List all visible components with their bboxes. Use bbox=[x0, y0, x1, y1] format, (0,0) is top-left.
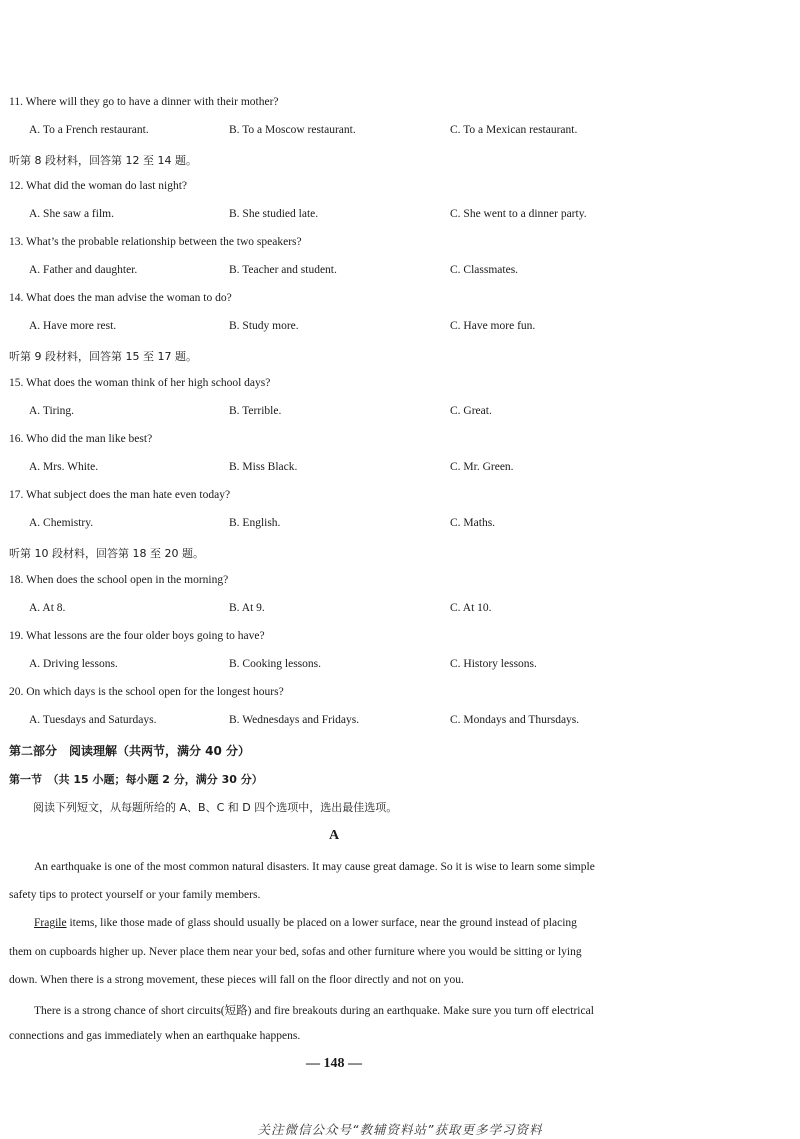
passage-line: There is a strong chance of short circuits(短路) and fire breakouts during an earthquake. Make sure you turn off electrical bbox=[34, 1005, 594, 1017]
options-16 bbox=[0, 461, 800, 477]
option-c: C. Classmates. bbox=[450, 264, 519, 276]
option-a: A. At 8. bbox=[29, 602, 66, 614]
option-c: C. To a Mexican restaurant. bbox=[450, 124, 578, 136]
options-13 bbox=[0, 264, 800, 280]
section-instruction: 阅读下列短文，从每题所给的 A、B、C 和 D 四个选项中，选出最佳选项。 bbox=[33, 801, 398, 814]
question-11: 11. Where will they go to have a dinner with their mother? bbox=[9, 96, 279, 108]
option-c: C. Mr. Green. bbox=[450, 461, 514, 473]
question-17: 17. What subject does the man hate even today? bbox=[9, 489, 231, 501]
options-11 bbox=[0, 124, 800, 140]
footer-note: 关注微信公众号“教辅资料站”获取更多学习资料 bbox=[257, 1122, 543, 1137]
option-a: A. Driving lessons. bbox=[29, 658, 118, 670]
passage-title: A bbox=[328, 828, 340, 843]
question-16: 16. Who did the man like best? bbox=[9, 433, 153, 445]
option-a: A. Tiring. bbox=[29, 405, 75, 417]
option-a: A. Chemistry. bbox=[29, 517, 94, 529]
option-b: B. Teacher and student. bbox=[229, 264, 337, 276]
option-a: A. She saw a film. bbox=[29, 208, 114, 220]
instruction-part8: 听第 8 段材料，回答第 12 至 14 题。 bbox=[9, 154, 197, 167]
question-19: 19. What lessons are the four older boys going to have? bbox=[9, 630, 265, 642]
passage-line bbox=[34, 917, 577, 929]
section-title: 第二部分 阅读理解（共两节，满分 40 分） bbox=[9, 744, 251, 758]
options-15 bbox=[0, 405, 800, 421]
option-c: C. At 10. bbox=[450, 602, 492, 614]
instruction-part10: 听第 10 段材料，回答第 18 至 20 题。 bbox=[9, 547, 204, 560]
page-number: — 148 — bbox=[306, 1056, 362, 1071]
options-17 bbox=[0, 517, 800, 533]
instruction-part9: 听第 9 段材料，回答第 15 至 17 题。 bbox=[9, 350, 197, 363]
option-b: B. English. bbox=[229, 517, 281, 529]
passage-line: connections and gas immediately when an earthquake happens. bbox=[9, 1030, 301, 1042]
option-b: B. To a Moscow restaurant. bbox=[229, 124, 356, 136]
option-b: B. At 9. bbox=[229, 602, 265, 614]
section-subtitle: 第一节 （共 15 小题；每小题 2 分，满分 30 分） bbox=[9, 773, 263, 786]
question-12: 12. What did the woman do last night? bbox=[9, 180, 188, 192]
passage-line: An earthquake is one of the most common natural disasters. It may cause great damage. So it is wise to learn some simple bbox=[34, 861, 595, 873]
passage-line: down. When there is a strong movement, these pieces will fall on the floor directly and not on you. bbox=[9, 974, 464, 986]
option-a: A. Mrs. White. bbox=[29, 461, 99, 473]
passage-text: items, like those made of glass should usually be placed on a lower surface, near the ground instead of placing bbox=[66, 917, 577, 929]
question-15: 15. What does the woman think of her high school days? bbox=[9, 377, 271, 389]
option-b: B. Study more. bbox=[229, 320, 299, 332]
option-a: A. To a French restaurant. bbox=[29, 124, 149, 136]
options-14 bbox=[0, 320, 800, 336]
option-c: C. Mondays and Thursdays. bbox=[450, 714, 580, 726]
option-b: B. She studied late. bbox=[229, 208, 319, 220]
option-a: A. Have more rest. bbox=[29, 320, 117, 332]
question-14: 14. What does the man advise the woman to do? bbox=[9, 292, 232, 304]
option-b: B. Miss Black. bbox=[229, 461, 298, 473]
option-a: A. Tuesdays and Saturdays. bbox=[29, 714, 157, 726]
passage-line: them on cupboards higher up. Never place them near your bed, sofas and other furniture where you would be sitting or lying bbox=[9, 946, 582, 958]
option-b: B. Wednesdays and Fridays. bbox=[229, 714, 360, 726]
option-b: B. Cooking lessons. bbox=[229, 658, 322, 670]
option-c: C. History lessons. bbox=[450, 658, 537, 670]
question-20: 20. On which days is the school open for the longest hours? bbox=[9, 686, 284, 698]
question-13: 13. What’s the probable relationship between the two speakers? bbox=[9, 236, 302, 248]
options-18 bbox=[0, 602, 800, 618]
option-b: B. Terrible. bbox=[229, 405, 282, 417]
option-a: A. Father and daughter. bbox=[29, 264, 138, 276]
option-c: C. Maths. bbox=[450, 517, 496, 529]
option-c: C. Great. bbox=[450, 405, 492, 417]
options-19 bbox=[0, 658, 800, 674]
option-c: C. Have more fun. bbox=[450, 320, 536, 332]
options-12 bbox=[0, 208, 800, 224]
option-c: C. She went to a dinner party. bbox=[450, 208, 587, 220]
options-20 bbox=[0, 714, 800, 730]
underlined-word: Fragile bbox=[34, 917, 67, 929]
passage-line: safety tips to protect yourself or your family members. bbox=[9, 889, 261, 901]
question-18: 18. When does the school open in the morning? bbox=[9, 574, 229, 586]
